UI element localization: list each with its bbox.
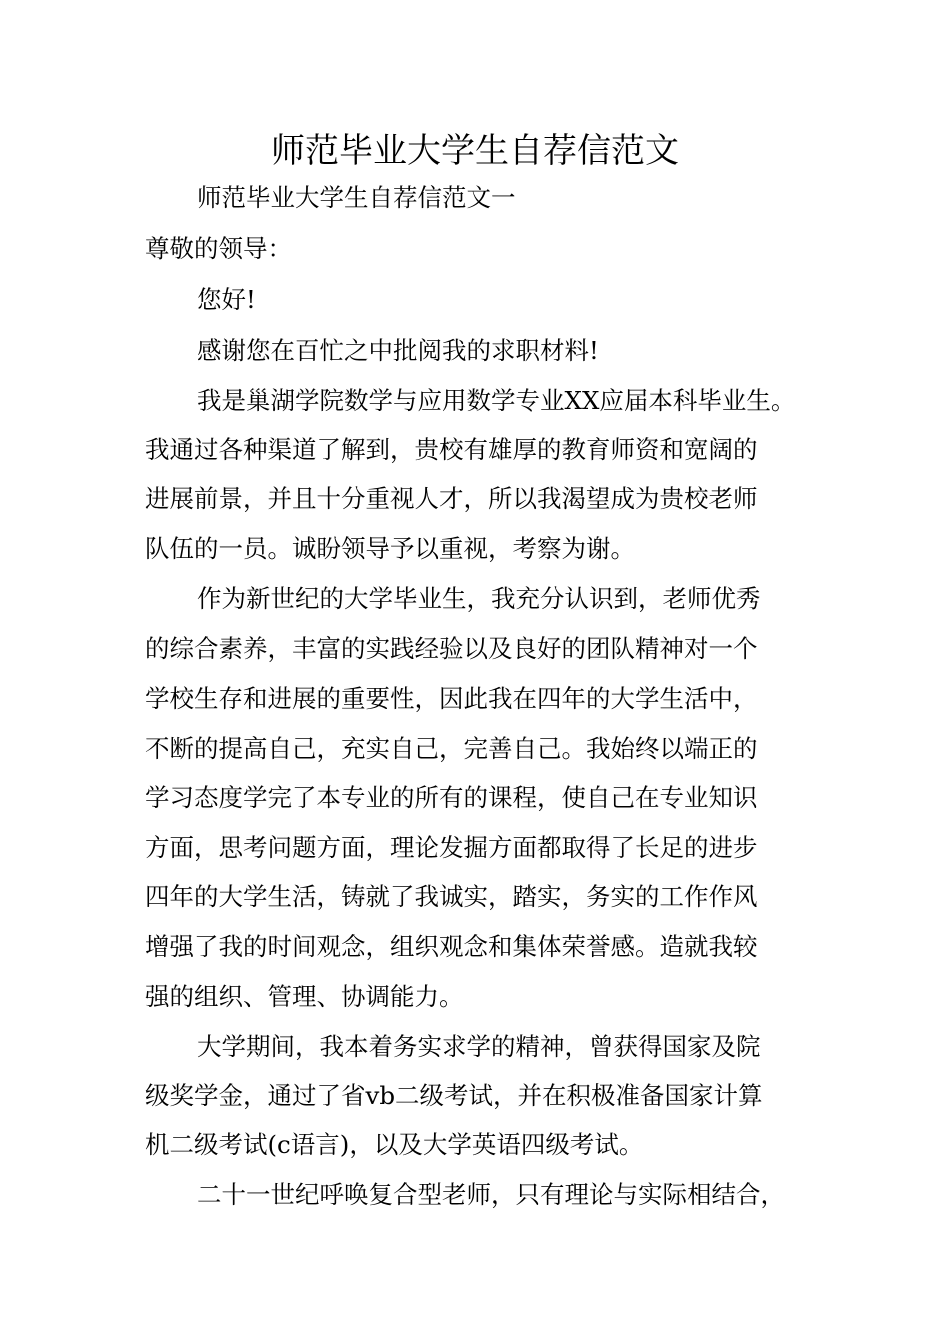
greeting: 您好! bbox=[197, 285, 256, 314]
body-line: 我是巢湖学院数学与应用数学专业XX应届本科毕业生。 bbox=[197, 386, 796, 415]
body-line: 进展前景，并且十分重视人才，所以我渴望成为贵校老师 bbox=[145, 484, 758, 513]
document-subtitle: 师范毕业大学生自荐信范文一 bbox=[197, 183, 516, 212]
body-line: 大学期间，我本着务实求学的精神，曾获得国家及院 bbox=[197, 1032, 761, 1061]
body-line: 学习态度学完了本专业的所有的课程，使自己在专业知识 bbox=[145, 783, 758, 812]
document-title: 师范毕业大学生自荐信范文 bbox=[271, 131, 679, 171]
body-line: 方面，思考问题方面，理论发掘方面都取得了长足的进步 bbox=[145, 833, 758, 862]
body-line: 增强了我的时间观念，组织观念和集体荣誉感。造就我较 bbox=[145, 932, 758, 961]
body-line: 不断的提高自己，充实自己，完善自己。我始终以端正的 bbox=[145, 734, 758, 763]
thanks-line: 感谢您在百忙之中批阅我的求职材料! bbox=[197, 336, 599, 365]
body-line: 二十一世纪呼唤复合型老师，只有理论与实际相结合， bbox=[197, 1180, 785, 1209]
body-line: 我通过各种渠道了解到，贵校有雄厚的教育师资和宽阔的 bbox=[145, 435, 758, 464]
body-line: 队伍的一员。诚盼领导予以重视，考察为谢。 bbox=[145, 534, 635, 563]
body-line: 强的组织、管理、协调能力。 bbox=[145, 982, 464, 1011]
body-line: 的综合素养，丰富的实践经验以及良好的团队精神对一个 bbox=[145, 634, 758, 663]
salutation: 尊敬的领导： bbox=[145, 234, 292, 263]
body-line: 四年的大学生活，铸就了我诚实，踏实，务实的工作作风 bbox=[145, 882, 758, 911]
body-line: 学校生存和进展的重要性，因此我在四年的大学生活中， bbox=[145, 684, 758, 713]
body-line: 级奖学金，通过了省vb二级考试，并在积极准备国家计算 bbox=[145, 1081, 763, 1110]
body-line: 作为新世纪的大学毕业生，我充分认识到，老师优秀 bbox=[197, 584, 761, 613]
body-line: 机二级考试(c语言)，以及大学英语四级考试。 bbox=[145, 1130, 644, 1159]
